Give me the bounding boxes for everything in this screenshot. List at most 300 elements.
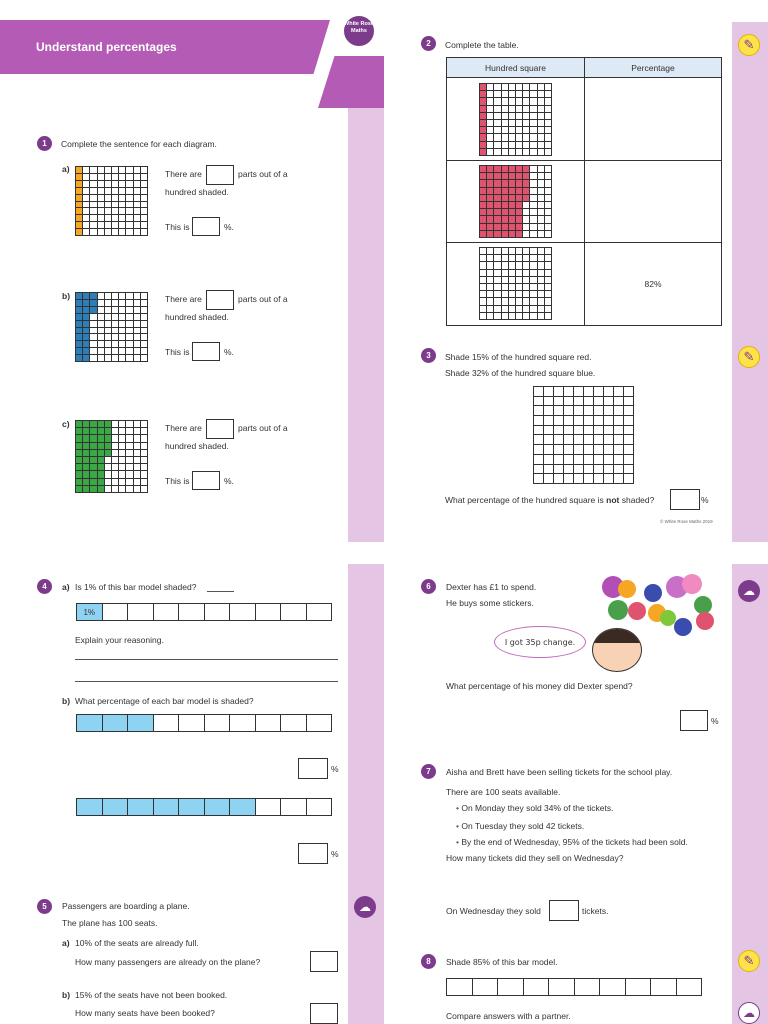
grid-cell: [594, 426, 604, 436]
grid-cell: [126, 450, 133, 457]
grid-cell: [76, 471, 83, 478]
grid-cell: [494, 113, 501, 120]
grid-cell: [545, 149, 552, 156]
grid-cell: [509, 313, 516, 320]
grid-cell: [487, 149, 494, 156]
grid-cell: [545, 306, 552, 313]
header-accent: [318, 56, 384, 108]
grid-cell: [126, 486, 133, 493]
grid-cell: [134, 435, 141, 442]
q6-question: What percentage of his money did Dexter spend?: [446, 681, 633, 691]
grid-cell: [105, 300, 112, 307]
grid-cell: [534, 435, 544, 445]
grid-cell: [76, 341, 83, 348]
grid-cell: [530, 298, 537, 305]
q2-row3-square[interactable]: [447, 243, 585, 326]
grid-cell: [574, 474, 584, 484]
grid-cell: [516, 248, 523, 255]
bar-cell: [307, 798, 333, 816]
grid-cell: [509, 173, 516, 180]
grid-cell: [502, 127, 509, 134]
grid-cell: [523, 224, 530, 231]
bar-cell: [256, 798, 282, 816]
grid-cell: [134, 334, 141, 341]
grid-cell: [126, 215, 133, 222]
grid-cell: [126, 181, 133, 188]
grid-cell: [554, 416, 564, 426]
grid-cell: [134, 443, 141, 450]
grid-cell: [516, 142, 523, 149]
grid-cell: [574, 455, 584, 465]
grid-cell: [502, 284, 509, 291]
grid-cell: [76, 464, 83, 471]
grid-cell: [98, 428, 105, 435]
grid-cell: [534, 426, 544, 436]
grid-cell: [83, 428, 90, 435]
grid-cell: [76, 479, 83, 486]
grid-cell: [126, 229, 133, 236]
grid-cell: [624, 406, 634, 416]
grid-cell: [545, 277, 552, 284]
q4b-text: What percentage of each bar model is shaded?: [75, 696, 254, 706]
grid-cell: [530, 127, 537, 134]
q5b-answer-box[interactable]: [310, 1003, 338, 1024]
q1b-label: b): [62, 291, 71, 301]
grid-cell: [141, 486, 148, 493]
bar-cell: [154, 714, 180, 732]
grid-cell: [141, 167, 148, 174]
grid-cell: [480, 306, 487, 313]
grid-cell: [105, 188, 112, 195]
grid-cell: [141, 428, 148, 435]
bar-cell[interactable]: [600, 978, 626, 996]
grid-cell: [574, 435, 584, 445]
grid-cell: [90, 355, 97, 362]
q5-number: 5: [37, 899, 52, 914]
grid-cell: [112, 188, 119, 195]
grid-cell: [564, 406, 574, 416]
grid-cell: [624, 416, 634, 426]
grid-cell: [83, 229, 90, 236]
grid-cell: [119, 208, 126, 215]
q2-number: 2: [421, 36, 436, 51]
grid-cell: [126, 421, 133, 428]
grid-cell: [538, 195, 545, 202]
grid-cell: [545, 248, 552, 255]
grid-cell: [98, 300, 105, 307]
grid-cell: [545, 142, 552, 149]
bar-cell: [307, 714, 333, 732]
grid-cell: [502, 231, 509, 238]
grid-cell: [538, 120, 545, 127]
q7-answer-box[interactable]: [549, 900, 579, 921]
grid-cell: [126, 428, 133, 435]
grid-cell: [76, 443, 83, 450]
grid-cell: [83, 222, 90, 229]
grid-cell: [98, 471, 105, 478]
grid-cell: [487, 202, 494, 209]
grid-cell: [502, 180, 509, 187]
grid-cell: [516, 306, 523, 313]
grid-cell: [530, 173, 537, 180]
grid-cell: [141, 314, 148, 321]
grid-cell: [523, 291, 530, 298]
grid-cell: [544, 455, 554, 465]
grid-cell: [98, 208, 105, 215]
grid-cell: [134, 486, 141, 493]
q3-question-part-c: shaded?: [621, 495, 655, 505]
grid-cell: [523, 262, 530, 269]
grid-cell: [523, 277, 530, 284]
q2-row2-percentage[interactable]: [585, 161, 722, 243]
grid-cell: [480, 262, 487, 269]
q5a-answer-box[interactable]: [310, 951, 338, 972]
grid-cell: [480, 313, 487, 320]
bar-cell: [179, 714, 205, 732]
grid-cell: [487, 306, 494, 313]
grid-cell: [564, 387, 574, 397]
grid-cell: [119, 167, 126, 174]
grid-cell: [90, 464, 97, 471]
grid-cell: [112, 443, 119, 450]
grid-cell: [141, 328, 148, 335]
bar-cell[interactable]: [651, 978, 677, 996]
grid-cell: [509, 224, 516, 231]
grid-cell: [487, 313, 494, 320]
grid-cell: [614, 435, 624, 445]
grid-cell: [494, 127, 501, 134]
grid-cell: [90, 457, 97, 464]
grid-cell: [105, 457, 112, 464]
q7-bullet-text: On Tuesday they sold 42 tickets.: [461, 821, 585, 831]
grid-cell: [112, 479, 119, 486]
grid-cell: [90, 215, 97, 222]
grid-cell: [487, 166, 494, 173]
q1a-count-box[interactable]: [206, 165, 234, 185]
grid-cell: [98, 181, 105, 188]
sticker-icon: [644, 584, 662, 602]
bar-cell[interactable]: [677, 978, 703, 996]
grid-cell: [544, 435, 554, 445]
grid-cell: [545, 284, 552, 291]
q4a-label: a): [62, 582, 70, 592]
grid-cell: [538, 188, 545, 195]
grid-cell: [594, 445, 604, 455]
grid-cell: [105, 307, 112, 314]
grid-cell: [564, 426, 574, 436]
bar-cell[interactable]: [549, 978, 575, 996]
grid-cell: [523, 298, 530, 305]
q4b-answer-box-2[interactable]: [298, 843, 328, 864]
bar-cell[interactable]: [473, 978, 499, 996]
grid-cell: [502, 248, 509, 255]
grid-cell: [141, 450, 148, 457]
q4a-answer-line[interactable]: [207, 591, 234, 592]
grid-cell: [105, 428, 112, 435]
q3-line2: Shade 32% of the hundred square blue.: [445, 368, 596, 378]
grid-cell: [554, 474, 564, 484]
grid-cell: [98, 195, 105, 202]
grid-cell: [76, 348, 83, 355]
grid-cell: [534, 397, 544, 407]
grid-cell: [112, 321, 119, 328]
grid-cell: [76, 428, 83, 435]
grid-cell: [544, 426, 554, 436]
grid-cell: [105, 348, 112, 355]
grid-cell: [105, 471, 112, 478]
q5b-label: b): [62, 990, 71, 1000]
grid-cell: [502, 202, 509, 209]
grid-cell: [509, 180, 516, 187]
grid-cell: [516, 209, 523, 216]
grid-cell: [105, 464, 112, 471]
grid-cell: [502, 120, 509, 127]
q1b-count-box[interactable]: [206, 290, 234, 310]
grid-cell: [502, 291, 509, 298]
q1c-label: c): [62, 419, 70, 429]
grid-cell: [509, 195, 516, 202]
grid-cell: [530, 231, 537, 238]
grid-cell: [480, 106, 487, 113]
grid-cell: [119, 181, 126, 188]
grid-cell: [126, 435, 133, 442]
grid-cell: [98, 174, 105, 181]
grid-cell: [594, 435, 604, 445]
grid-cell: [126, 328, 133, 335]
grid-cell: [545, 224, 552, 231]
grid-cell: [76, 174, 83, 181]
grid-cell: [90, 202, 97, 209]
grid-cell: [98, 188, 105, 195]
grid-cell: [134, 195, 141, 202]
grid-cell: [574, 406, 584, 416]
side-stripe: [348, 564, 384, 1024]
grid-cell: [83, 486, 90, 493]
grid-cell: [105, 208, 112, 215]
q7-bullet-3: • By the end of Wednesday, 95% of the tickets had been sold.: [456, 837, 688, 847]
grid-cell: [126, 334, 133, 341]
grid-cell: [83, 215, 90, 222]
q4b-answer-box-1[interactable]: [298, 758, 328, 779]
grid-cell: [564, 416, 574, 426]
bar-cell: [103, 714, 129, 732]
q4a-writing-line-2[interactable]: [75, 681, 338, 682]
grid-cell: [502, 216, 509, 223]
grid-cell: [98, 293, 105, 300]
grid-cell: [516, 173, 523, 180]
grid-cell: [76, 334, 83, 341]
q1c-percent-box[interactable]: [192, 471, 220, 490]
grid-cell: [494, 284, 501, 291]
grid-cell: [530, 284, 537, 291]
q6-line2: He buys some stickers.: [446, 598, 534, 608]
grid-cell: [516, 277, 523, 284]
q2-row2-square: [447, 161, 585, 243]
grid-cell: [487, 120, 494, 127]
grid-cell: [604, 465, 614, 475]
grid-cell: [83, 435, 90, 442]
grid-cell: [119, 428, 126, 435]
q1b-percent-box[interactable]: [192, 342, 220, 361]
grid-cell: [112, 421, 119, 428]
q4a-text: Is 1% of this bar model shaded?: [75, 582, 197, 592]
grid-cell: [126, 300, 133, 307]
grid-cell: [126, 464, 133, 471]
grid-cell: [480, 91, 487, 98]
grid-cell: [76, 435, 83, 442]
grid-cell: [545, 84, 552, 91]
grid-cell: [624, 474, 634, 484]
grid-cell: [523, 306, 530, 313]
grid-cell: [523, 248, 530, 255]
grid-cell: [126, 188, 133, 195]
grid-cell: [83, 334, 90, 341]
grid-cell: [83, 421, 90, 428]
bar-cell: [230, 603, 256, 621]
grid-cell: [538, 202, 545, 209]
q7-answer-b: tickets.: [582, 906, 609, 916]
q2-col-percentage: Percentage: [585, 58, 722, 78]
q8-bar-model[interactable]: [446, 978, 702, 996]
grid-cell: [83, 348, 90, 355]
grid-cell: [502, 134, 509, 141]
grid-cell: [494, 188, 501, 195]
q2-row1-square: [447, 78, 585, 161]
grid-cell: [487, 284, 494, 291]
grid-cell: [76, 457, 83, 464]
grid-cell: [494, 202, 501, 209]
grid-cell: [564, 397, 574, 407]
bar-cell[interactable]: [626, 978, 652, 996]
grid-cell: [98, 435, 105, 442]
grid-cell: [76, 222, 83, 229]
grid-cell: [141, 202, 148, 209]
grid-cell: [76, 486, 83, 493]
grid-cell: [98, 314, 105, 321]
q2-prompt: Complete the table.: [445, 40, 519, 50]
grid-cell: [126, 471, 133, 478]
q6-answer-box[interactable]: [680, 710, 708, 731]
q1c-count-box[interactable]: [206, 419, 234, 439]
grid-cell: [538, 173, 545, 180]
grid-cell: [624, 445, 634, 455]
q2-row1-percentage[interactable]: [585, 78, 722, 161]
grid-cell: [538, 180, 545, 187]
grid-cell: [98, 421, 105, 428]
grid-cell: [83, 174, 90, 181]
bar-cell-labelled: 1%: [77, 603, 103, 621]
grid-cell: [545, 209, 552, 216]
grid-cell: [134, 188, 141, 195]
grid-cell: [105, 167, 112, 174]
grid-cell: [112, 457, 119, 464]
grid-cell: [534, 387, 544, 397]
grid-cell: [134, 464, 141, 471]
grid-cell: [494, 120, 501, 127]
q1a-line2: hundred shaded.: [165, 187, 229, 197]
q3-grid[interactable]: [533, 386, 634, 484]
grid-cell: [523, 149, 530, 156]
grid-cell: [480, 173, 487, 180]
grid-cell: [480, 120, 487, 127]
grid-cell: [480, 291, 487, 298]
grid-cell: [554, 465, 564, 475]
grid-cell: [584, 465, 594, 475]
grid-cell: [112, 222, 119, 229]
q4a-writing-line-1[interactable]: [75, 659, 338, 660]
grid-cell: [487, 255, 494, 262]
grid-cell: [76, 307, 83, 314]
grid-cell: [530, 188, 537, 195]
q3-answer-box[interactable]: [670, 489, 700, 510]
grid-cell: [105, 321, 112, 328]
grid-cell: [494, 142, 501, 149]
q3-question-emphasis: not: [606, 495, 620, 505]
grid-cell: [126, 443, 133, 450]
grid-cell: [134, 167, 141, 174]
q7-bullet-2: • On Tuesday they sold 42 tickets.: [456, 821, 585, 831]
grid-cell: [126, 293, 133, 300]
grid-cell: [523, 106, 530, 113]
grid-cell: [530, 91, 537, 98]
q5a-text: 10% of the seats are already full.: [75, 938, 199, 948]
grid-cell: [494, 248, 501, 255]
grid-cell: [487, 188, 494, 195]
cloud-icon: ☁: [738, 1002, 760, 1024]
grid-cell: [502, 255, 509, 262]
grid-cell: [494, 270, 501, 277]
grid-cell: [141, 443, 148, 450]
grid-cell: [112, 174, 119, 181]
grid-cell: [545, 262, 552, 269]
grid-cell: [538, 84, 545, 91]
grid-cell: [141, 195, 148, 202]
q4a-bar-model: [76, 603, 332, 621]
grid-cell: [76, 181, 83, 188]
grid-cell: [480, 113, 487, 120]
bar-cell[interactable]: [524, 978, 550, 996]
q1-number: 1: [37, 136, 52, 151]
grid-cell: [134, 229, 141, 236]
grid-cell: [494, 277, 501, 284]
grid-cell: [480, 277, 487, 284]
grid-cell: [90, 222, 97, 229]
pencil-icon: ✎: [738, 34, 760, 56]
grid-cell: [112, 355, 119, 362]
grid-cell: [119, 348, 126, 355]
grid-cell: [487, 231, 494, 238]
grid-cell: [105, 328, 112, 335]
bar-cell: [103, 603, 129, 621]
grid-cell: [502, 306, 509, 313]
grid-cell: [83, 202, 90, 209]
grid-cell: [544, 474, 554, 484]
grid-cell: [98, 229, 105, 236]
grid-cell: [544, 445, 554, 455]
grid-cell: [119, 314, 126, 321]
grid-cell: [523, 313, 530, 320]
bar-cell[interactable]: [575, 978, 601, 996]
grid-cell: [90, 293, 97, 300]
grid-cell: [494, 195, 501, 202]
grid-cell: [134, 471, 141, 478]
grid-cell: [112, 208, 119, 215]
bar-cell[interactable]: [447, 978, 473, 996]
grid-cell: [516, 270, 523, 277]
bar-cell[interactable]: [498, 978, 524, 996]
grid-cell: [494, 291, 501, 298]
q1a-percent-box[interactable]: [192, 217, 220, 236]
